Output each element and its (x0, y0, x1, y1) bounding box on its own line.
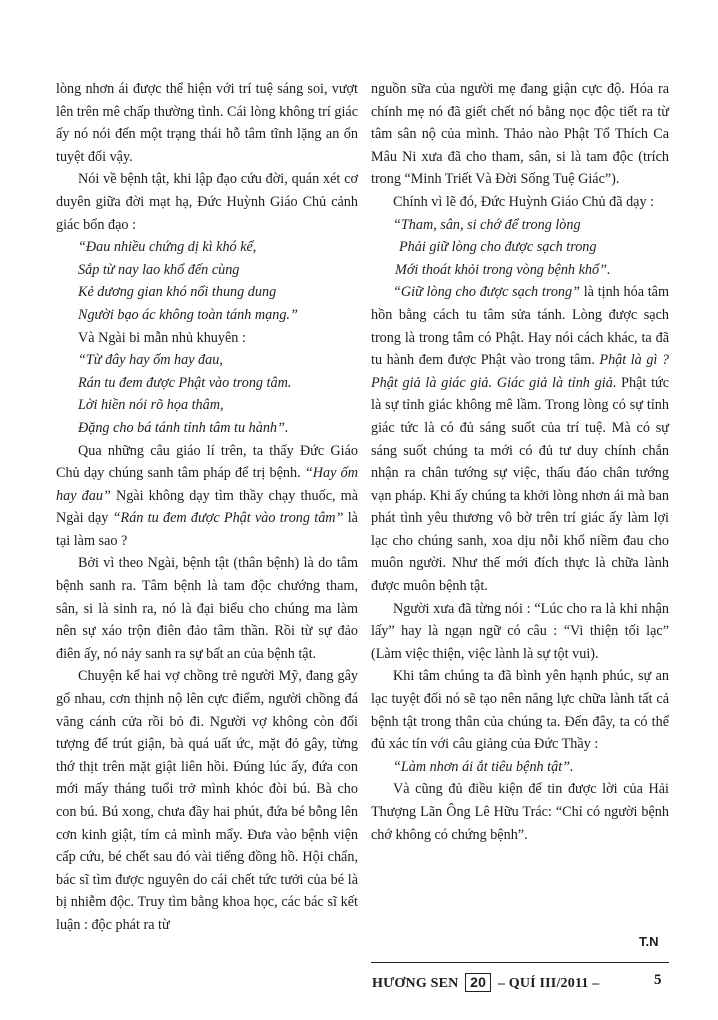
text-run: là tịnh hóa tâm hồn bằng cách tu tâm sửa tánh. Lòng được sạch trong là trong tâm có Phật. Hay nói cách khác, ta đã tu hành đem được Phật vào trong tâm. (371, 284, 669, 369)
right-para-6: Người xưa đã từng nói : “Lúc cho ra là khi nhận lấy” hay là ngạn ngữ có câu : “Vi thiện tối lạc” (Làm việc thiện, việc lành là sự tột vui). (371, 600, 669, 662)
italic-quote: Phật là gì ? Phật giả là giác giả. Giác giả là tỉnh giả (371, 352, 669, 391)
right-verse-2 (371, 236, 669, 259)
right-para-9: Và cũng đủ điều kiện để tin được lời của Hải Thượng Lãn Ông Lê Hữu Trác: “Chỉ có người bệnh chớ không có chứng bệnh”. (371, 781, 669, 843)
italic-quote: “Giữ lòng cho được sạch trong” (393, 284, 580, 301)
italic-quote: “Hay ốm hay đau” (56, 465, 358, 504)
left-verse-3 (56, 281, 358, 304)
left-para-1: Nói về bệnh tật, khi lập đạo cứu đời, quán xét cơ duyên giữa đời mạt hạ, Đức Huỳnh Giáo Chủ cảnh giác bổn đạo : (56, 171, 358, 233)
page-number: 5 (654, 972, 662, 988)
left-verse-2 (56, 259, 358, 282)
verse-line: Mới thoát khỏi trong vòng bệnh khổ”. (395, 261, 611, 278)
verse-line: Kẻ dương gian khó nổi thung dung (78, 284, 277, 301)
left-verse-5 (56, 349, 358, 372)
left-para-12: Bởi vì theo Ngài, bệnh tật (thân bệnh) là do tâm bệnh sanh ra. Tâm bệnh là tam độc chướng tham, sân, si là sinh ra, nó là đại biểu cho chúng ma làm nên sự xáo trộn điên đảo tâm thần. Rồi từ sự đảo điên ấy, nó nảy sanh ra sự bất an của bệnh tật. (56, 555, 358, 662)
right-verse-3 (371, 259, 669, 282)
verse-line: “Tham, sân, si chớ để trong lòng (393, 216, 581, 233)
left-para-13: Chuyện kể hai vợ chồng trẻ người Mỹ, đang gây gổ nhau, cơn thịnh nộ lên cực điểm, người chồng đá văng cánh cửa rồi bỏ đi. Người vợ không còn đối tượng để trút giận, bà quá uất ức, mặt đỏ gây, từng thớ thịt trên mặt giật liên hồi. Đúng lúc ấy, đứa con mới mấy tháng tuổi trở mình khóc đòi bú. Bà cho con bú. Bú xong, chưa đầy hai phút, đứa bé bỗng lên cơn kinh giật, tím cả mình mẩy. Đưa vào bệnh viện cấp cứu, bé chết sau đó vài tiếng đồng hồ. Hội chẩn, bác sĩ tìm được nguyên do cái chết tức tưởi của bé là bị nhiễm độc. Truy tìm bằng khoa học, các bác sĩ kết luận : độc phát ra từ (56, 668, 358, 933)
right-verse-1 (371, 214, 669, 237)
right-para-1: Chính vì lẽ đó, Đức Huỳnh Giáo Chủ đã dạy : (393, 193, 655, 210)
author-signature: T.N (639, 934, 659, 949)
verse-line: Phải giữ lòng cho được sạch trong (399, 239, 597, 256)
text-run: . Phật tức là sự tỉnh giác không mê lầm. Trong lòng có sự tỉnh giác tức là có đủ sáng suốt của trí tuệ. Mà có sự sáng suốt chúng ta mới có đủ tư duy chính chắn nhận ra chân tướng sự việc, thấu đáo chân tướng vạn pháp. Khi ấy chúng ta khởi lòng nhơn ái mà ban phát tình yêu thương vô bờ trên trí giác ấy làm lợi lạc cho chúng sanh, xoa dịu nỗi khổ niềm đau cho muôn người. Như thế mới đích thực là chữa lành được muôn bệnh tật. (371, 374, 670, 595)
text-run: là tại làm sao ? (56, 510, 358, 549)
left-para-11 (56, 440, 358, 553)
verse-line: “Làm nhơn ái ắt tiêu bệnh tật”. (393, 758, 574, 775)
left-verse-8 (56, 417, 358, 440)
italic-quote: “Rán tu đem được Phật vào trong tâm” (112, 510, 344, 527)
issue-period: – QUÍ III/2011 – (497, 976, 600, 991)
right-para-5 (371, 281, 669, 597)
text-run: Qua những câu giáo lí trên, ta thấy Đức Giáo Chủ dạy chúng sanh tâm pháp để trị bệnh. (56, 442, 358, 482)
right-verse-4 (371, 756, 669, 779)
left-column (56, 78, 358, 937)
issue-number: 20 (465, 973, 491, 992)
verse-line: Người bạo ác không toàn tánh mạng.” (78, 306, 298, 323)
verse-line: Sắp từ nay lao khổ đến cùng (78, 261, 240, 278)
right-column (371, 78, 669, 846)
magazine-name: HƯƠNG SEN (372, 976, 459, 991)
verse-line: Lời hiền nói rõ họa thâm, (78, 397, 224, 414)
verse-line: “Từ đây hay ốm hay đau, (78, 352, 223, 369)
footer-rule (371, 962, 669, 963)
verse-line: Đặng cho bá tánh tỉnh tâm tu hành”. (78, 419, 289, 436)
verse-line: “Đau nhiều chứng dị kì khó kể, (78, 239, 257, 256)
left-verse-6 (56, 372, 358, 395)
verse-line: Rán tu đem được Phật vào trong tâm. (78, 374, 292, 391)
text-run: Ngài không dạy tìm thầy chạy thuốc, mà Ngài dạy (56, 487, 359, 527)
left-para-6: Và Ngài bi mẫn nhủ khuyên : (78, 329, 246, 346)
page-footer (372, 973, 599, 992)
left-verse-1 (56, 236, 358, 259)
left-verse-7 (56, 394, 358, 417)
left-verse-4 (56, 304, 358, 327)
left-para-0: lòng nhơn ái được thể hiện với trí tuệ sáng soi, vượt lên trên mê chấp thường tình. Cái lòng không trí giác ấy nó nói đến một trạng thái hỗ tâm tĩnh lặng an ổn tuyệt đối vậy. (56, 81, 358, 165)
right-para-7: Khi tâm chúng ta đã bình yên hạnh phúc, sự an lạc tuyệt đối nó sẽ tạo nên năng lực chữa lành tất cả bệnh tật trong thân của chúng ta. Đến đây, ta có thể đủ xác tín với câu giảng của Đức Thầy : (371, 668, 669, 753)
right-para-0: nguồn sữa của người mẹ đang giận cực độ. Hóa ra chính mẹ nó đã giết chết nó bằng nọc độc tiết ra từ tâm sân nộ của mình. Thảo nào Phật Tổ Thích Ca Mâu Ni xưa đã cho tham, sân, si là tam độc (trích trong “Minh Triết Và Đời Sống Tuệ Giác”). (371, 81, 669, 188)
